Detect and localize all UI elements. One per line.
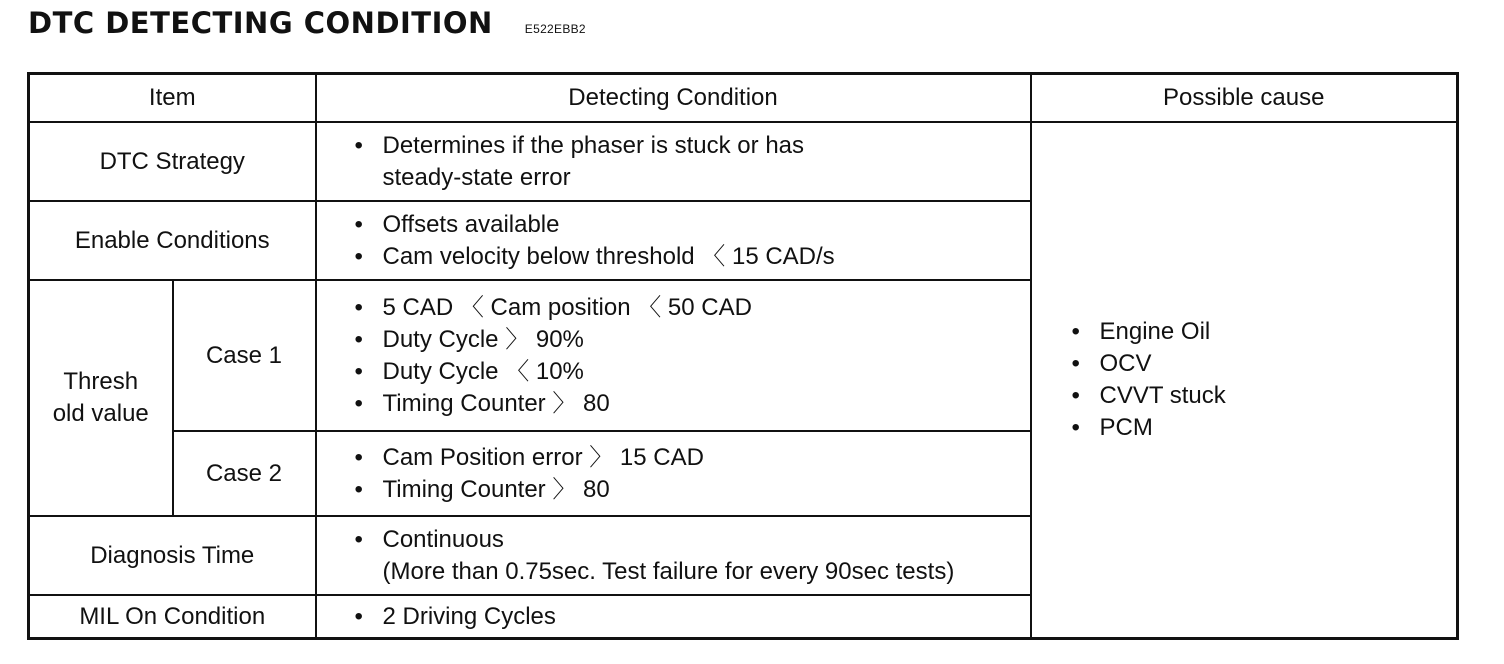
list-item: • Timing Counter 〉 80	[355, 474, 1030, 506]
bullet-icon: •	[1071, 382, 1080, 409]
condition-case-1	[316, 280, 1031, 431]
list-item: • Offsets available	[355, 209, 1030, 241]
item-threshold-value: Thresh old value	[29, 280, 173, 516]
condition-mil-on-condition	[316, 595, 1031, 639]
bullet-icon: •	[354, 389, 363, 417]
bullet-icon: •	[354, 357, 363, 385]
list-item: • 5 CAD 〈 Cam position 〈 50 CAD	[355, 292, 1030, 324]
bullet-icon: •	[354, 475, 363, 503]
cause-item: • OCV	[1072, 348, 1457, 380]
table-row-dtc-strategy	[29, 122, 1458, 201]
cause-item: • PCM	[1072, 412, 1457, 444]
list-item: • Duty Cycle 〉 90%	[355, 324, 1030, 356]
condition-enable-conditions	[316, 201, 1031, 280]
possible-cause-cell	[1031, 122, 1458, 639]
list-item: • Cam velocity below threshold 〈 15 CAD/s	[355, 241, 1030, 273]
header-possible-cause: Possible cause	[1031, 74, 1458, 123]
bullet-icon: •	[1071, 350, 1080, 377]
condition-case-2	[316, 431, 1031, 516]
diagnosis-note: (More than 0.75sec. Test failure for every 90sec tests)	[382, 557, 955, 585]
bullet-icon: •	[354, 443, 363, 471]
bullet-icon: •	[354, 293, 363, 321]
condition-dtc-strategy	[316, 122, 1031, 201]
list-item: • Duty Cycle 〈 10%	[355, 356, 1030, 388]
title-row	[28, 6, 586, 40]
page-title: DTC DETECTING CONDITION	[28, 6, 493, 40]
bullet-icon: •	[1071, 318, 1080, 345]
bullet-icon: •	[1071, 414, 1080, 441]
item-case-2: Case 2	[173, 431, 316, 516]
item-case-1: Case 1	[173, 280, 316, 431]
item-dtc-strategy: DTC Strategy	[29, 122, 316, 201]
cause-item: • Engine Oil	[1072, 316, 1457, 348]
bullet-icon: •	[354, 602, 363, 630]
header-detecting-condition: Detecting Condition	[316, 74, 1031, 123]
bullet-icon: •	[354, 210, 363, 238]
header-item: Item	[29, 74, 316, 123]
list-item: • Cam Position error 〉 15 CAD	[355, 442, 1030, 474]
table-header-row	[29, 74, 1458, 123]
item-mil-on-condition: MIL On Condition	[29, 595, 316, 639]
bullet-icon: •	[354, 525, 363, 553]
list-item-continuation: steady-state error	[382, 163, 571, 191]
list-item: • Timing Counter 〉 80	[355, 388, 1030, 420]
list-item: • Continuous	[355, 524, 1030, 556]
bullet-icon: •	[354, 131, 363, 159]
cause-item: • CVVT stuck	[1072, 380, 1457, 412]
item-diagnosis-time: Diagnosis Time	[29, 516, 316, 595]
condition-diagnosis-time	[316, 516, 1031, 595]
dtc-condition-table	[27, 72, 1459, 640]
item-enable-conditions: Enable Conditions	[29, 201, 316, 280]
list-item: • Determines if the phaser is stuck or has	[355, 130, 1030, 162]
bullet-icon: •	[354, 325, 363, 353]
list-item: • 2 Driving Cycles	[355, 601, 1030, 633]
document-code: E522EBB2	[524, 22, 586, 36]
bullet-icon: •	[354, 242, 363, 270]
